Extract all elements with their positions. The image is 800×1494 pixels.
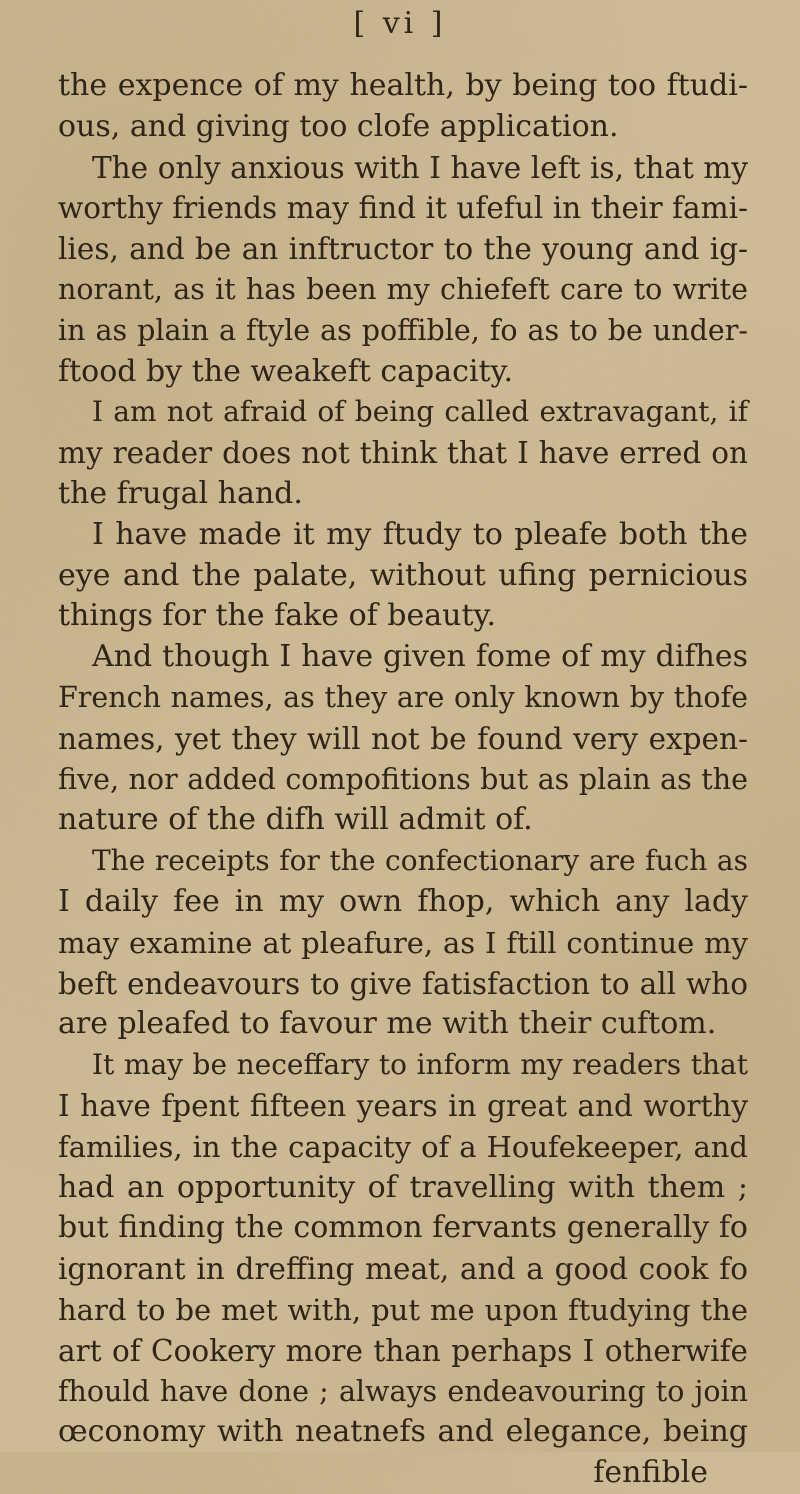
text-line: The receipts for the confectionary are fuch as bbox=[92, 844, 748, 878]
text-line: may examine at pleafure, as I ftill continue my bbox=[58, 925, 748, 960]
text-line: are pleafed to favour me with their cuftom. bbox=[58, 1006, 717, 1042]
text-line: things for the fake of beauty. bbox=[58, 598, 497, 634]
body-text bbox=[58, 66, 748, 1494]
text-line: I daily fee in my own fhop, which any lady bbox=[58, 883, 748, 919]
text-line: worthy friends may find it ufeful in their fami- bbox=[58, 191, 748, 226]
text-line: my reader does not think that I have erred on bbox=[58, 436, 748, 471]
text-line: the expence of my health, by being too ftudi- bbox=[58, 68, 748, 103]
text-line: ftood by the weakeft capacity. bbox=[58, 353, 514, 389]
text-line: hard to be met with, put me upon ftudying the bbox=[58, 1292, 748, 1327]
text-line: art of Cookery more than perhaps I otherwife bbox=[58, 1333, 748, 1368]
text-line: ignorant in dreffing meat, and a good cook fo bbox=[58, 1252, 748, 1287]
text-line: œconomy with neatnefs and elegance, being bbox=[58, 1414, 748, 1450]
text-line: The only anxious with I have left is, that my bbox=[92, 150, 748, 185]
text-line: ous, and giving too clofe application. bbox=[58, 108, 619, 144]
text-line: fhould have done ; always endeavouring to join bbox=[58, 1374, 748, 1408]
text-line: nature of the difh will admit of. bbox=[58, 802, 533, 838]
text-line: I have made it my ftudy to pleafe both the bbox=[92, 516, 748, 552]
text-line: norant, as it has been my chiefeft care to write bbox=[58, 272, 748, 306]
text-line: in as plain a ftyle as poffible, fo as to be under- bbox=[58, 313, 748, 347]
text-line: lies, and be an inftructor to the young and ig- bbox=[58, 232, 748, 267]
text-line: It may be neceffary to inform my readers that bbox=[92, 1048, 748, 1082]
text-line: eye and the palate, without ufing pernicious bbox=[58, 557, 748, 593]
page-number: [ vi ] bbox=[353, 6, 447, 41]
catchword: fenfible bbox=[593, 1455, 708, 1491]
text-line: but finding the common fervants generally fo bbox=[58, 1210, 748, 1246]
text-line: five, nor added compofitions but as plain as the bbox=[58, 762, 748, 796]
text-line: And though I have given fome of my difhes bbox=[92, 639, 748, 675]
text-line: I am not afraid of being called extravagant, if bbox=[92, 395, 748, 429]
text-line: I have fpent fifteen years in great and worthy bbox=[58, 1088, 748, 1123]
text-line: had an opportunity of travelling with them ; bbox=[58, 1169, 748, 1205]
text-line: French names, as they are only known by thofe bbox=[58, 680, 748, 714]
text-line: beft endeavours to give fatisfaction to all who bbox=[58, 966, 748, 1001]
text-line: families, in the capacity of a Houfekeeper, and bbox=[58, 1129, 748, 1164]
text-line: the frugal hand. bbox=[58, 475, 303, 511]
text-line: names, yet they will not be found very expen- bbox=[58, 721, 748, 756]
